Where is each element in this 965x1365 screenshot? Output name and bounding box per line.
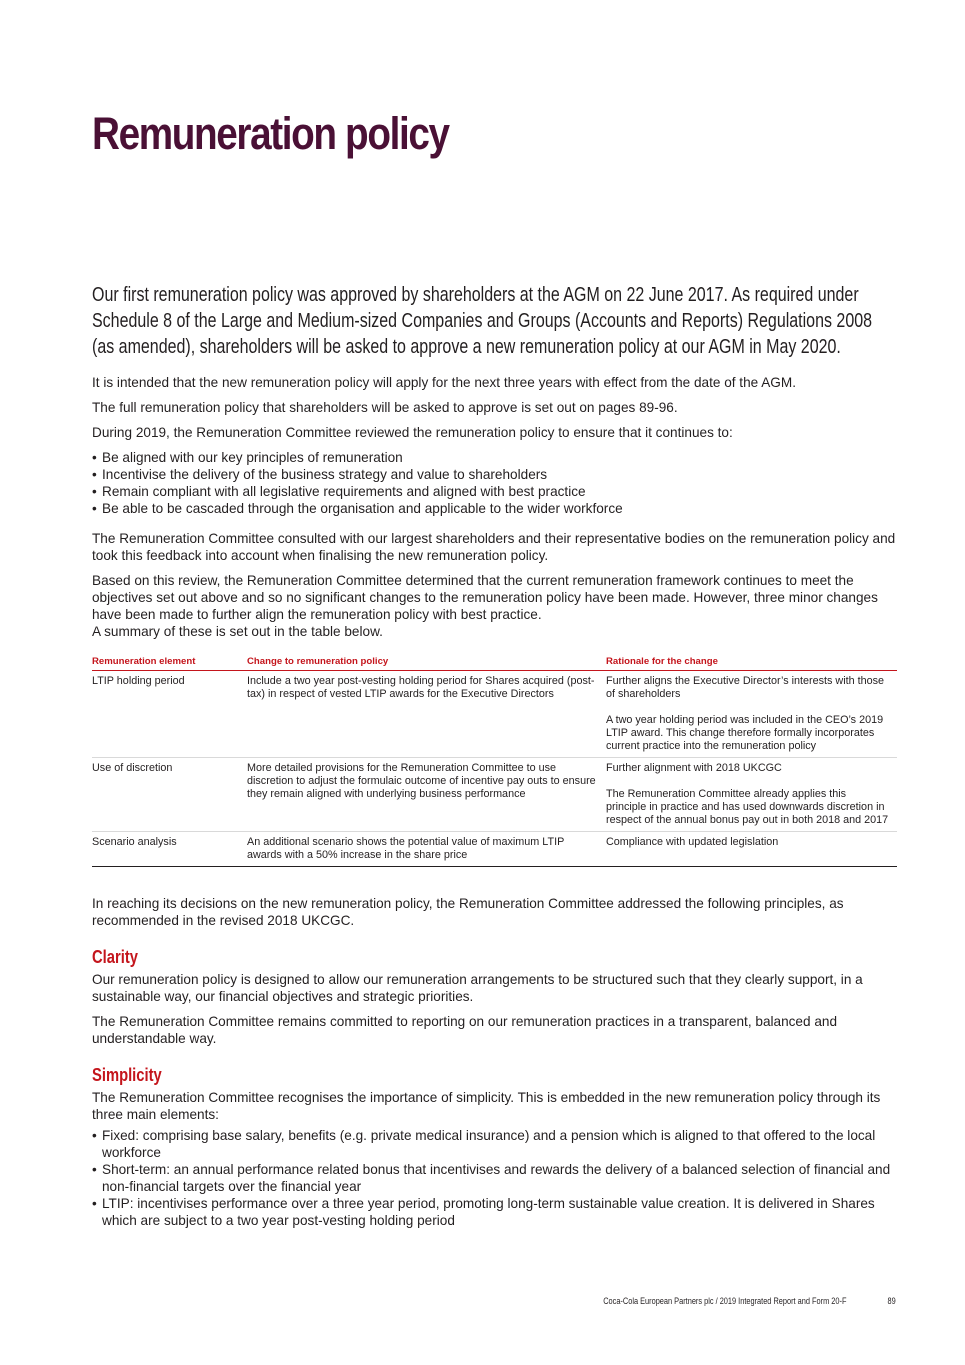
list-item: • Incentivise the delivery of the business strategy and value to shareholders (92, 467, 548, 482)
paragraph-clarity-design: Our remuneration policy is designed to allow our remuneration arrangements to be structured such that they clearly support, in a sustainable way, our financial objectives and strategic priorities. (92, 972, 863, 1004)
rationale-text: A two year holding period was included in the CEO’s 2019 LTIP award. This change therefore formally incorporates current practice into the remuneration policy (606, 714, 884, 752)
cell-element: Scenario analysis (92, 832, 247, 867)
intro-line: (as amended), shareholders will be asked to approve a new remuneration policy at our AGM in May 2020. (92, 336, 841, 358)
section-heading-simplicity: Simplicity (92, 1065, 162, 1085)
list-item: • Short-term: an annual performance related bonus that incentivises and rewards the delivery of a balanced selection of financial and non-financial targets over the financial year (92, 1162, 891, 1194)
cell-element: Use of discretion (92, 758, 247, 832)
bullet-icon: • (92, 450, 97, 465)
simplicity-elements-list (92, 1127, 897, 1229)
paragraph-simplicity-intro: The Remuneration Committee recognises the importance of simplicity. This is embedded in the new remuneration policy through its three main elements: (92, 1090, 881, 1122)
intro-line: Schedule 8 of the Large and Medium-sized Companies and Groups (Accounts and Reports) Regulations 2008 (92, 310, 873, 332)
paragraph-clarity-reporting: The Remuneration Committee remains committed to reporting on our remuneration practices in a transparent, balanced and understandable way. (92, 1014, 838, 1046)
page-title: Remuneration policy (92, 108, 449, 159)
rationale-text: Further aligns the Executive Director’s interests with those of shareholders (606, 675, 885, 700)
rationale-text: Compliance with updated legislation (606, 836, 779, 848)
cell-change: Include a two year post-vesting holding period for Shares acquired (post-tax) in respect of vested LTIP awards for the Executive Directors (247, 671, 606, 758)
paragraph-new-policy-term: It is intended that the new remuneration policy will apply for the next three years with effect from the date of the AGM. (92, 375, 796, 390)
list-item: • Remain compliant with all legislative requirements and aligned with best practice (92, 484, 586, 499)
column-header-change: Change to remuneration policy (247, 652, 606, 671)
paragraph-table-intro: A summary of these is set out in the table below. (92, 624, 383, 639)
intro-line: Our first remuneration policy was approved by shareholders at the AGM on 22 June 2017. As required under (92, 284, 859, 306)
cell-change: More detailed provisions for the Remuneration Committee to use discretion to adjust the formulaic outcome of incentive pay outs to ensure they remain aligned with underlying business performance (247, 758, 606, 832)
table-row (92, 758, 897, 832)
bullet-icon: • (92, 501, 97, 516)
column-header-rationale: Rationale for the change (606, 652, 897, 671)
table-row (92, 832, 897, 867)
rationale-text: Further alignment with 2018 UKCGC (606, 762, 782, 774)
paragraph-review-intro: During 2019, the Remuneration Committee reviewed the remuneration policy to ensure that it continues to: (92, 425, 733, 440)
table-row (92, 671, 897, 758)
page-number: 89 (887, 1296, 896, 1306)
cell-rationale (606, 758, 897, 832)
section-heading-clarity: Clarity (92, 947, 138, 967)
bullet-icon: • (92, 467, 97, 482)
cell-change: An additional scenario shows the potential value of maximum LTIP awards with a 50% increase in the share price (247, 832, 606, 867)
paragraph-review-outcome: Based on this review, the Remuneration Committee determined that the current remuneration framework continues to meet the objectives set out above and so no significant changes to the remuneration policy have been made. However, three minor changes have been made to further align the remuneration policy with best practice. (92, 573, 878, 622)
paragraph-principles: In reaching its decisions on the new remuneration policy, the Remuneration Committee addressed the following principles, as recommended in the revised 2018 UKCGC. (92, 896, 844, 928)
paragraph-consultation: The Remuneration Committee consulted with our largest shareholders and their representative bodies on the remuneration policy and took this feedback into account when finalising the new remuneration policy. (92, 531, 896, 563)
list-item: • Be aligned with our key principles of remuneration (92, 450, 403, 465)
cell-rationale (606, 832, 897, 867)
review-objectives-list (92, 449, 897, 517)
bullet-icon: • (92, 1162, 97, 1177)
table-header-row (92, 652, 897, 671)
rationale-text: The Remuneration Committee already applies this principle in practice and has used downwards discretion in respect of the annual bonus pay out in both 2018 and 2017 (606, 788, 889, 826)
list-item: • Be able to be cascaded through the organisation and applicable to the wider workforce (92, 501, 623, 516)
cell-element: LTIP holding period (92, 671, 247, 758)
cell-rationale (606, 671, 897, 758)
list-item: • Fixed: comprising base salary, benefits (e.g. private medical insurance) and a pension which is aligned to that offered to the local workforce (92, 1128, 876, 1160)
page-footer (604, 1296, 896, 1306)
bullet-icon: • (92, 1128, 97, 1143)
paragraph-full-policy-pages: The full remuneration policy that shareholders will be asked to approve is set out on pages 89-96. (92, 400, 678, 415)
bullet-icon: • (92, 484, 97, 499)
intro-paragraph (92, 282, 892, 360)
column-header-element: Remuneration element (92, 652, 247, 671)
list-item: • LTIP: incentivises performance over a three year period, promoting long-term sustainable value creation. It is delivered in Shares which are subject to a two year post-vesting holding period (92, 1196, 875, 1228)
footer-publication: Coca-Cola European Partners plc / 2019 Integrated Report and Form 20-F (603, 1296, 847, 1306)
bullet-icon: • (92, 1196, 97, 1211)
main-content (92, 282, 897, 1229)
policy-changes-table (92, 652, 897, 867)
